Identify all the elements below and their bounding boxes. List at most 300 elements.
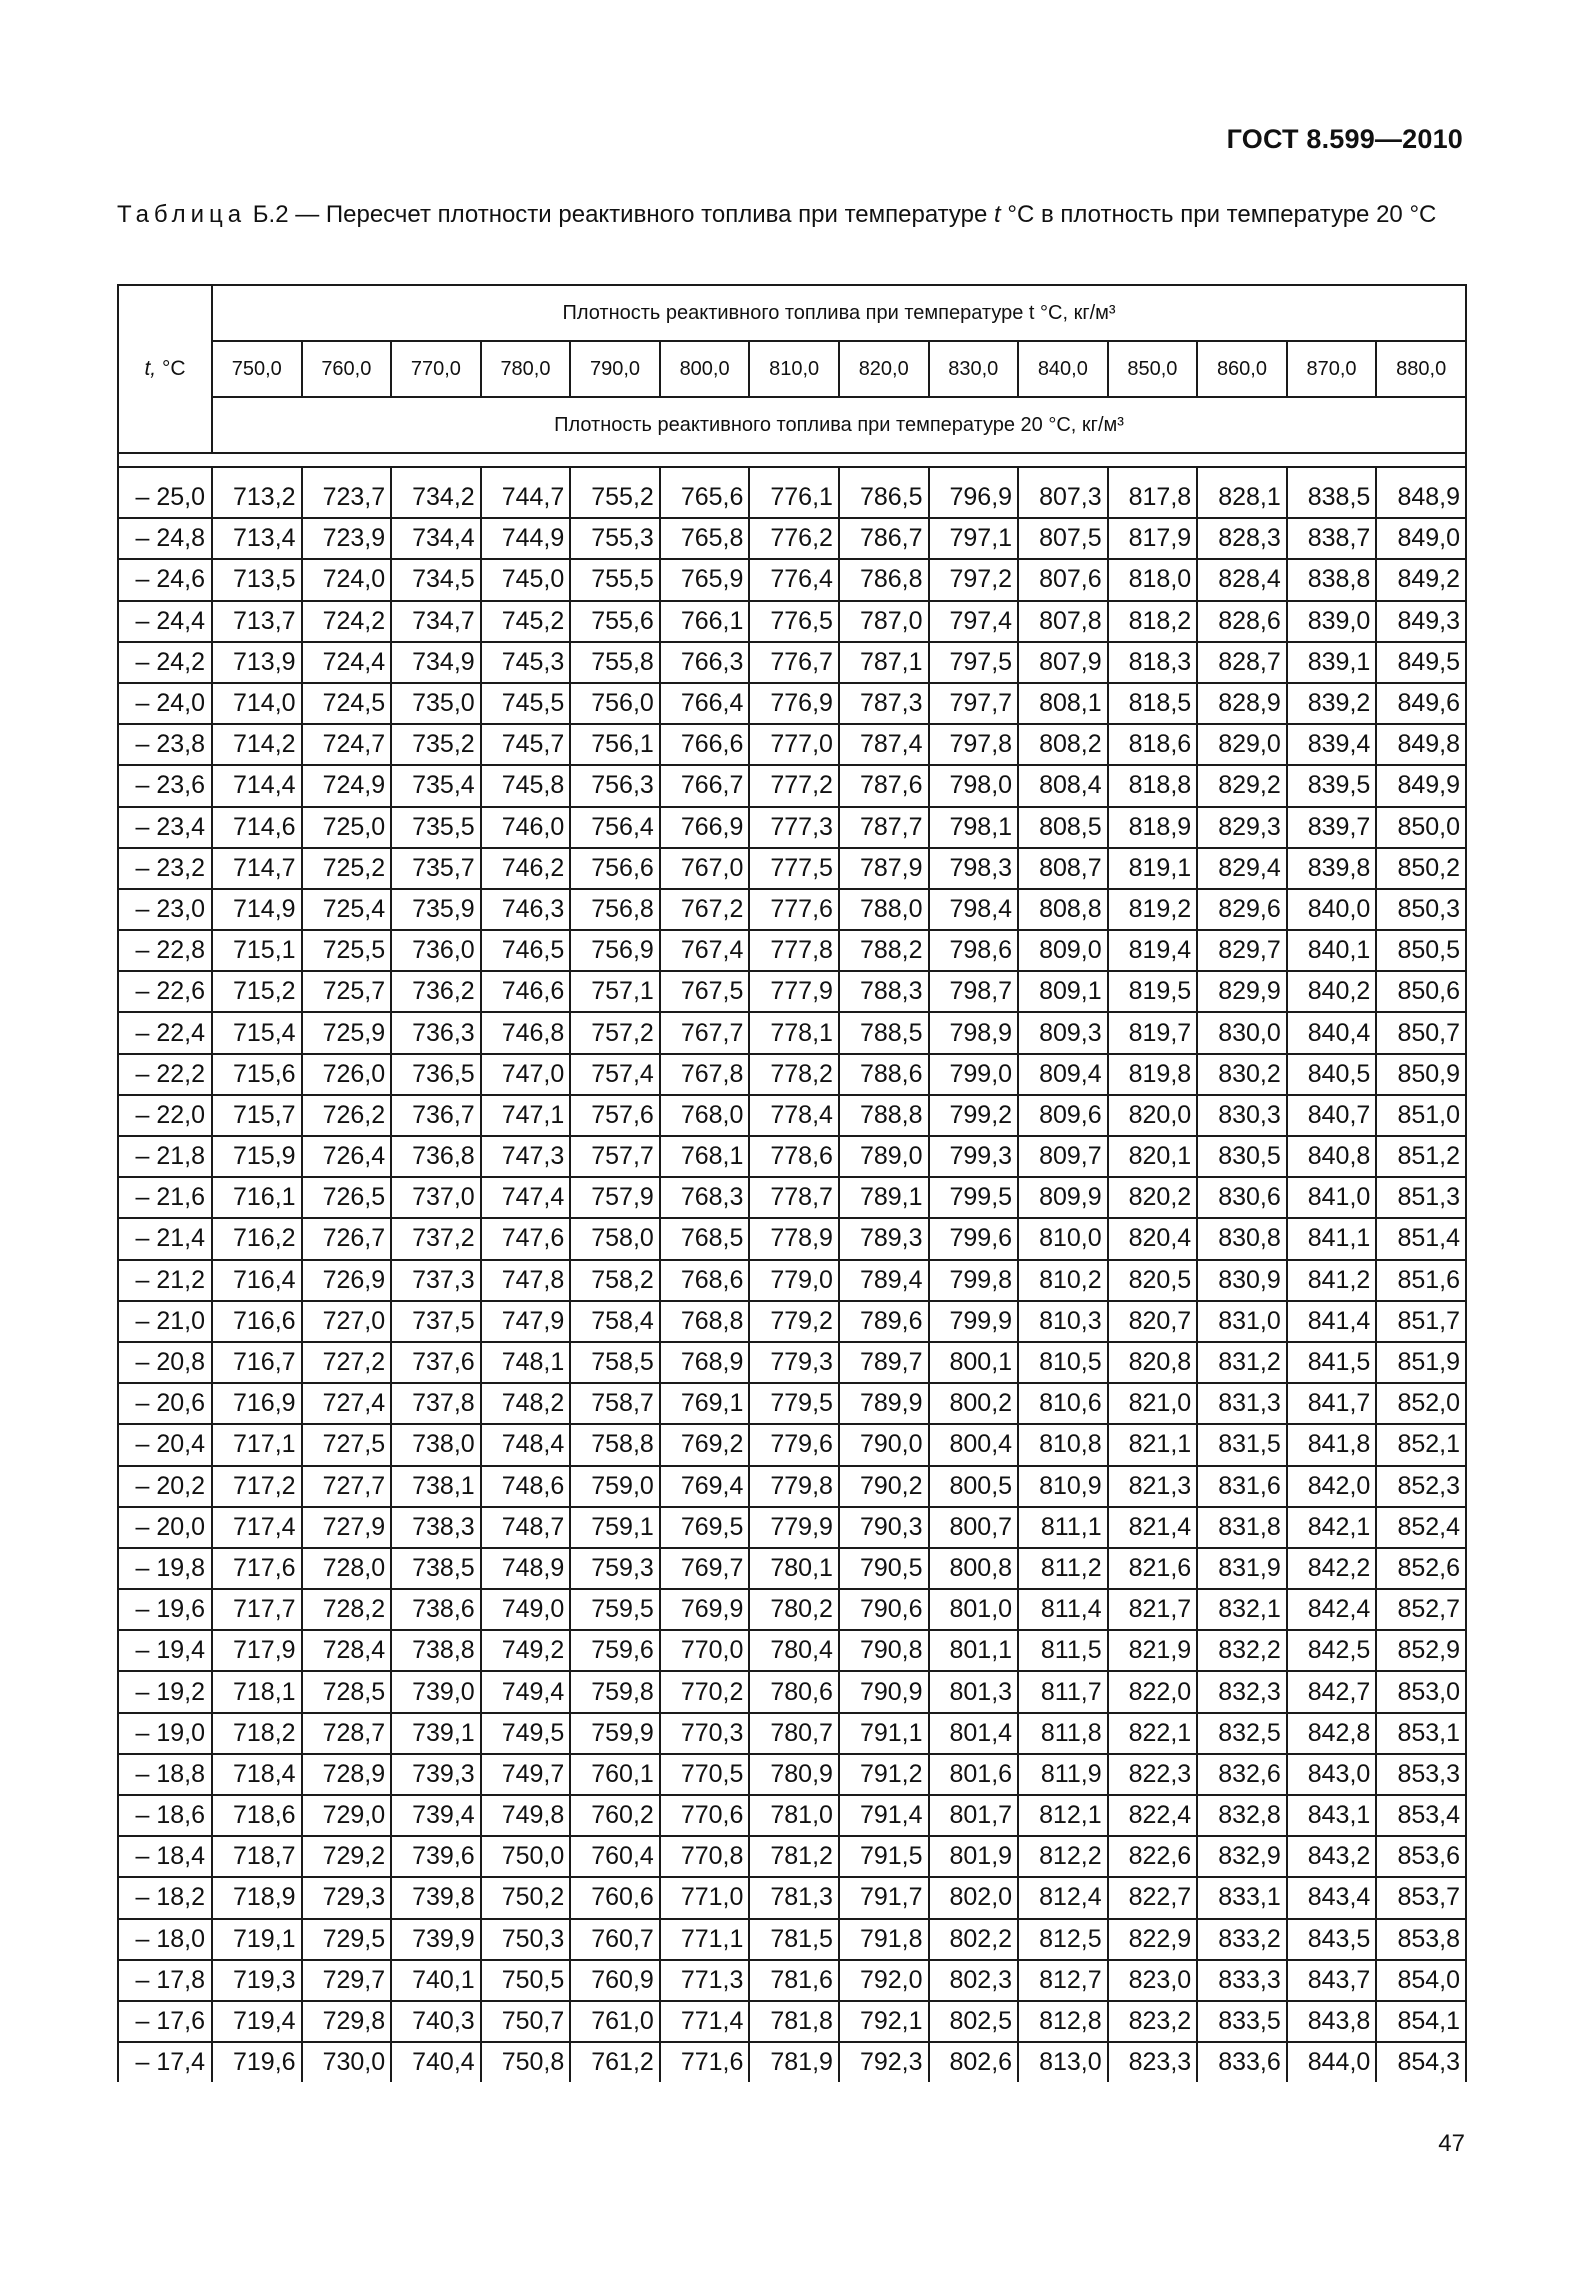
table-body [118, 467, 1466, 2082]
density-cell: 769,7 [660, 1548, 750, 1589]
density-cell: 781,9 [749, 2042, 839, 2082]
density-cell: 748,1 [481, 1342, 571, 1383]
density-cell: 777,2 [749, 765, 839, 806]
temperature-cell: – 19,0 [118, 1713, 212, 1754]
density-cell: 725,7 [302, 971, 392, 1012]
density-cell: 789,6 [839, 1301, 929, 1342]
density-cell: 839,2 [1287, 683, 1377, 724]
temperature-cell: – 23,0 [118, 889, 212, 930]
density-cell: 792,1 [839, 2001, 929, 2042]
density-column-header: 750,0 [212, 341, 302, 397]
density-cell: 817,9 [1108, 518, 1198, 559]
density-cell: 800,4 [929, 1424, 1019, 1465]
table-caption [117, 198, 1464, 232]
density-cell: 746,3 [481, 889, 571, 930]
density-cell: 749,7 [481, 1754, 571, 1795]
temperature-cell: – 17,4 [118, 2042, 212, 2082]
table-row [118, 1218, 1466, 1259]
density-cell: 843,4 [1287, 1877, 1377, 1918]
density-cell: 719,4 [212, 2001, 302, 2042]
density-cell: 713,2 [212, 467, 302, 518]
density-cell: 771,6 [660, 2042, 750, 2082]
density-cell: 792,3 [839, 2042, 929, 2082]
density-cell: 807,9 [1018, 642, 1108, 683]
density-cell: 829,9 [1197, 971, 1287, 1012]
temperature-column-header [118, 285, 212, 453]
density-cell: 821,3 [1108, 1466, 1198, 1507]
density-cell: 832,1 [1197, 1589, 1287, 1630]
temperature-cell: – 20,4 [118, 1424, 212, 1465]
density-cell: 747,6 [481, 1218, 571, 1259]
density-cell: 717,4 [212, 1507, 302, 1548]
density-cell: 735,9 [391, 889, 481, 930]
density-cell: 758,0 [570, 1218, 660, 1259]
table-row [118, 518, 1466, 559]
density-cell: 728,5 [302, 1671, 392, 1712]
density-cell: 809,6 [1018, 1095, 1108, 1136]
caption-number: Б.2 [252, 201, 289, 228]
density-cell: 829,2 [1197, 765, 1287, 806]
temperature-cell: – 17,6 [118, 2001, 212, 2042]
density-cell: 746,8 [481, 1012, 571, 1053]
density-cell: 718,2 [212, 1713, 302, 1754]
density-cell: 833,2 [1197, 1919, 1287, 1960]
table-row [118, 1383, 1466, 1424]
density-cell: 851,4 [1376, 1218, 1466, 1259]
density-cell: 801,1 [929, 1630, 1019, 1671]
caption-text-after: °C в плотность при температуре 20 °C [1000, 201, 1437, 228]
density-cell: 791,2 [839, 1754, 929, 1795]
table-row [118, 1177, 1466, 1218]
density-cell: 727,5 [302, 1424, 392, 1465]
density-cell: 850,9 [1376, 1054, 1466, 1095]
density-cell: 849,8 [1376, 724, 1466, 765]
temperature-cell: – 21,0 [118, 1301, 212, 1342]
table-row [118, 1301, 1466, 1342]
density-cell: 840,0 [1287, 889, 1377, 930]
density-cell: 822,3 [1108, 1754, 1198, 1795]
temperature-cell: – 23,2 [118, 848, 212, 889]
density-column-header: 790,0 [570, 341, 660, 397]
caption-t-symbol: t [994, 201, 1001, 228]
temperature-cell: – 18,8 [118, 1754, 212, 1795]
density-cell: 750,0 [481, 1836, 571, 1877]
density-cell: 716,9 [212, 1383, 302, 1424]
density-cell: 760,4 [570, 1836, 660, 1877]
density-cell: 852,9 [1376, 1630, 1466, 1671]
density-cell: 844,0 [1287, 2042, 1377, 2082]
density-cell: 766,3 [660, 642, 750, 683]
density-cell: 739,4 [391, 1795, 481, 1836]
density-cell: 851,6 [1376, 1260, 1466, 1301]
table-row [118, 971, 1466, 1012]
density-cell: 781,6 [749, 1960, 839, 2001]
table-row [118, 1012, 1466, 1053]
density-cell: 739,1 [391, 1713, 481, 1754]
table-row [118, 642, 1466, 683]
density-cell: 744,7 [481, 467, 571, 518]
density-cell: 766,9 [660, 807, 750, 848]
density-cell: 853,4 [1376, 1795, 1466, 1836]
density-cell: 729,2 [302, 1836, 392, 1877]
table-row [118, 1713, 1466, 1754]
density-cell: 849,9 [1376, 765, 1466, 806]
density-cell: 842,2 [1287, 1548, 1377, 1589]
density-cell: 830,6 [1197, 1177, 1287, 1218]
density-cell: 809,4 [1018, 1054, 1108, 1095]
density-cell: 820,7 [1108, 1301, 1198, 1342]
density-cell: 728,9 [302, 1754, 392, 1795]
density-cell: 746,0 [481, 807, 571, 848]
density-cell: 839,1 [1287, 642, 1377, 683]
density-cell: 829,6 [1197, 889, 1287, 930]
density-cell: 850,5 [1376, 930, 1466, 971]
density-cell: 802,2 [929, 1919, 1019, 1960]
density-cell: 812,1 [1018, 1795, 1108, 1836]
density-cell: 849,3 [1376, 601, 1466, 642]
density-cell: 798,1 [929, 807, 1019, 848]
density-cell: 777,5 [749, 848, 839, 889]
density-cell: 819,2 [1108, 889, 1198, 930]
density-cell: 808,7 [1018, 848, 1108, 889]
density-cell: 828,4 [1197, 559, 1287, 600]
density-cell: 842,7 [1287, 1671, 1377, 1712]
density-cell: 852,1 [1376, 1424, 1466, 1465]
density-cell: 796,9 [929, 467, 1019, 518]
density-cell: 840,8 [1287, 1136, 1377, 1177]
density-cell: 851,3 [1376, 1177, 1466, 1218]
density-cell: 799,5 [929, 1177, 1019, 1218]
density-cell: 840,2 [1287, 971, 1377, 1012]
density-cell: 737,0 [391, 1177, 481, 1218]
density-cell: 779,9 [749, 1507, 839, 1548]
density-cell: 822,6 [1108, 1836, 1198, 1877]
density-cell: 748,2 [481, 1383, 571, 1424]
table-row [118, 1466, 1466, 1507]
density-cell: 739,6 [391, 1836, 481, 1877]
density-cell: 831,9 [1197, 1548, 1287, 1589]
density-cell: 801,6 [929, 1754, 1019, 1795]
density-cell: 832,8 [1197, 1795, 1287, 1836]
density-cell: 832,6 [1197, 1754, 1287, 1795]
density-cell: 853,8 [1376, 1919, 1466, 1960]
density-cell: 810,3 [1018, 1301, 1108, 1342]
density-cell: 851,7 [1376, 1301, 1466, 1342]
density-cell: 790,6 [839, 1589, 929, 1630]
temperature-cell: – 22,4 [118, 1012, 212, 1053]
density-column-header: 860,0 [1197, 341, 1287, 397]
density-cell: 736,0 [391, 930, 481, 971]
density-cell: 713,4 [212, 518, 302, 559]
density-cell: 755,3 [570, 518, 660, 559]
density-cell: 746,2 [481, 848, 571, 889]
density-cell: 771,3 [660, 1960, 750, 2001]
temperature-cell: – 25,0 [118, 467, 212, 518]
density-cell: 787,3 [839, 683, 929, 724]
density-cell: 755,6 [570, 601, 660, 642]
density-cell: 850,3 [1376, 889, 1466, 930]
density-cell: 841,2 [1287, 1260, 1377, 1301]
density-cell: 850,7 [1376, 1012, 1466, 1053]
header-spacer [118, 453, 1466, 467]
density-cell: 747,1 [481, 1095, 571, 1136]
density-column-header: 780,0 [481, 341, 571, 397]
density-cell: 811,5 [1018, 1630, 1108, 1671]
density-cell: 726,0 [302, 1054, 392, 1095]
density-cell: 717,7 [212, 1589, 302, 1630]
density-cell: 735,4 [391, 765, 481, 806]
density-cell: 788,5 [839, 1012, 929, 1053]
density-cell: 841,7 [1287, 1383, 1377, 1424]
table-row [118, 683, 1466, 724]
density-cell: 779,5 [749, 1383, 839, 1424]
density-cell: 823,3 [1108, 2042, 1198, 2082]
density-cell: 738,1 [391, 1466, 481, 1507]
temperature-cell: – 21,6 [118, 1177, 212, 1218]
density-cell: 734,2 [391, 467, 481, 518]
density-cell: 714,2 [212, 724, 302, 765]
density-cell: 714,7 [212, 848, 302, 889]
density-cell: 760,2 [570, 1795, 660, 1836]
density-cell: 729,0 [302, 1795, 392, 1836]
density-cell: 819,1 [1108, 848, 1198, 889]
density-cell: 746,5 [481, 930, 571, 971]
density-cell: 820,4 [1108, 1218, 1198, 1259]
density-cell: 744,9 [481, 518, 571, 559]
density-cell: 809,1 [1018, 971, 1108, 1012]
density-cell: 818,8 [1108, 765, 1198, 806]
density-cell: 808,2 [1018, 724, 1108, 765]
density-cell: 833,5 [1197, 2001, 1287, 2042]
density-cell: 788,0 [839, 889, 929, 930]
temperature-cell: – 18,6 [118, 1795, 212, 1836]
density-column-header: 840,0 [1018, 341, 1108, 397]
table-row [118, 601, 1466, 642]
density-column-header: 800,0 [660, 341, 750, 397]
density-cell: 853,6 [1376, 1836, 1466, 1877]
table-row [118, 1836, 1466, 1877]
density-cell: 739,9 [391, 1919, 481, 1960]
density-cell: 727,7 [302, 1466, 392, 1507]
density-cell: 853,3 [1376, 1754, 1466, 1795]
density-cell: 853,7 [1376, 1877, 1466, 1918]
density-cell: 735,7 [391, 848, 481, 889]
density-cell: 749,2 [481, 1630, 571, 1671]
density-cell: 821,0 [1108, 1383, 1198, 1424]
density-cell: 821,9 [1108, 1630, 1198, 1671]
density-cell: 759,6 [570, 1630, 660, 1671]
density-cell: 724,7 [302, 724, 392, 765]
density-cell: 736,8 [391, 1136, 481, 1177]
density-cell: 800,8 [929, 1548, 1019, 1589]
density-cell: 833,6 [1197, 2042, 1287, 2082]
density-cell: 788,8 [839, 1095, 929, 1136]
density-cell: 830,3 [1197, 1095, 1287, 1136]
density-cell: 800,5 [929, 1466, 1019, 1507]
density-cell: 758,7 [570, 1383, 660, 1424]
density-cell: 810,5 [1018, 1342, 1108, 1383]
table-header [118, 285, 1466, 467]
density-column-header: 810,0 [749, 341, 839, 397]
density-cell: 842,4 [1287, 1589, 1377, 1630]
density-cell: 769,9 [660, 1589, 750, 1630]
density-cell: 776,5 [749, 601, 839, 642]
density-cell: 734,7 [391, 601, 481, 642]
density-cell: 749,4 [481, 1671, 571, 1712]
density-cell: 840,7 [1287, 1095, 1377, 1136]
density-cell: 736,2 [391, 971, 481, 1012]
density-cell: 807,3 [1018, 467, 1108, 518]
density-cell: 829,3 [1197, 807, 1287, 848]
table-row [118, 1960, 1466, 2001]
density-cell: 747,8 [481, 1260, 571, 1301]
density-cell: 797,7 [929, 683, 1019, 724]
density-cell: 780,2 [749, 1589, 839, 1630]
density-cell: 831,6 [1197, 1466, 1287, 1507]
density-cell: 819,5 [1108, 971, 1198, 1012]
density-cell: 767,4 [660, 930, 750, 971]
density-cell: 726,2 [302, 1095, 392, 1136]
density-cell: 779,0 [749, 1260, 839, 1301]
density-cell: 791,5 [839, 1836, 929, 1877]
density-conversion-table [117, 284, 1467, 2082]
density-cell: 811,4 [1018, 1589, 1108, 1630]
density-cell: 725,9 [302, 1012, 392, 1053]
density-cell: 729,5 [302, 1919, 392, 1960]
density-cell: 724,2 [302, 601, 392, 642]
density-cell: 769,4 [660, 1466, 750, 1507]
density-cell: 765,9 [660, 559, 750, 600]
density-cell: 718,7 [212, 1836, 302, 1877]
density-cell: 786,5 [839, 467, 929, 518]
density-cell: 728,4 [302, 1630, 392, 1671]
temperature-cell: – 23,8 [118, 724, 212, 765]
density-cell: 713,9 [212, 642, 302, 683]
density-cell: 790,0 [839, 1424, 929, 1465]
density-cell: 740,1 [391, 1960, 481, 2001]
density-cell: 839,8 [1287, 848, 1377, 889]
density-cell: 728,0 [302, 1548, 392, 1589]
density-cell: 797,2 [929, 559, 1019, 600]
density-cell: 818,2 [1108, 601, 1198, 642]
density-cell: 750,7 [481, 2001, 571, 2042]
density-cell: 811,2 [1018, 1548, 1108, 1589]
density-cell: 818,9 [1108, 807, 1198, 848]
density-cell: 801,4 [929, 1713, 1019, 1754]
table-row [118, 2001, 1466, 2042]
density-cell: 780,4 [749, 1630, 839, 1671]
density-cell: 765,6 [660, 467, 750, 518]
density-cell: 768,9 [660, 1342, 750, 1383]
density-cell: 789,4 [839, 1260, 929, 1301]
density-cell: 770,5 [660, 1754, 750, 1795]
density-cell: 718,9 [212, 1877, 302, 1918]
density-cell: 767,8 [660, 1054, 750, 1095]
density-cell: 839,7 [1287, 807, 1377, 848]
density-cell: 766,1 [660, 601, 750, 642]
standard-code: ГОСТ 8.599—2010 [1226, 124, 1463, 154]
density-cell: 759,1 [570, 1507, 660, 1548]
temperature-cell: – 22,2 [118, 1054, 212, 1095]
density-cell: 843,8 [1287, 2001, 1377, 2042]
density-cell: 799,0 [929, 1054, 1019, 1095]
density-cell: 802,3 [929, 1960, 1019, 2001]
density-cell: 777,6 [749, 889, 839, 930]
temperature-cell: – 24,0 [118, 683, 212, 724]
temperature-cell: – 21,4 [118, 1218, 212, 1259]
density-cell: 714,9 [212, 889, 302, 930]
temperature-cell: – 17,8 [118, 1960, 212, 2001]
density-cell: 780,7 [749, 1713, 839, 1754]
temperature-cell: – 22,0 [118, 1095, 212, 1136]
density-cell: 777,9 [749, 971, 839, 1012]
table-row [118, 2042, 1466, 2082]
density-cell: 817,8 [1108, 467, 1198, 518]
density-cell: 822,0 [1108, 1671, 1198, 1712]
density-cell: 748,7 [481, 1507, 571, 1548]
density-cell: 798,4 [929, 889, 1019, 930]
density-cell: 758,2 [570, 1260, 660, 1301]
density-cell: 725,4 [302, 889, 392, 930]
density-cell: 766,4 [660, 683, 750, 724]
density-cell: 748,6 [481, 1466, 571, 1507]
t-symbol: t, [144, 357, 157, 380]
density-cell: 831,2 [1197, 1342, 1287, 1383]
density-cell: 820,5 [1108, 1260, 1198, 1301]
group-header-density-at-20: Плотность реактивного топлива при температуре 20 °C, кг/м³ [212, 397, 1466, 453]
density-cell: 729,7 [302, 1960, 392, 2001]
density-cell: 818,5 [1108, 683, 1198, 724]
density-cell: 812,7 [1018, 1960, 1108, 2001]
density-cell: 854,0 [1376, 1960, 1466, 2001]
density-cell: 819,4 [1108, 930, 1198, 971]
density-cell: 829,7 [1197, 930, 1287, 971]
table-row [118, 1424, 1466, 1465]
density-cell: 778,1 [749, 1012, 839, 1053]
density-cell: 820,8 [1108, 1342, 1198, 1383]
density-cell: 779,2 [749, 1301, 839, 1342]
density-cell: 791,4 [839, 1795, 929, 1836]
density-cell: 789,7 [839, 1342, 929, 1383]
density-cell: 716,7 [212, 1342, 302, 1383]
density-cell: 840,1 [1287, 930, 1377, 971]
density-cell: 821,6 [1108, 1548, 1198, 1589]
density-cell: 822,4 [1108, 1795, 1198, 1836]
temperature-cell: – 20,0 [118, 1507, 212, 1548]
density-cell: 714,4 [212, 765, 302, 806]
density-cell: 748,4 [481, 1424, 571, 1465]
table-row [118, 1548, 1466, 1589]
density-cell: 748,9 [481, 1548, 571, 1589]
group-header-observed-density: Плотность реактивного топлива при температуре t °C, кг/м³ [212, 285, 1466, 341]
temperature-cell: – 23,4 [118, 807, 212, 848]
temperature-cell: – 22,8 [118, 930, 212, 971]
table-row [118, 559, 1466, 600]
density-cell: 724,4 [302, 642, 392, 683]
density-cell: 853,0 [1376, 1671, 1466, 1712]
density-cell: 757,7 [570, 1136, 660, 1177]
density-cell: 832,3 [1197, 1671, 1287, 1712]
density-cell: 841,4 [1287, 1301, 1377, 1342]
density-cell: 809,7 [1018, 1136, 1108, 1177]
density-cell: 852,7 [1376, 1589, 1466, 1630]
density-cell: 801,9 [929, 1836, 1019, 1877]
density-cell: 802,0 [929, 1877, 1019, 1918]
density-cell: 726,5 [302, 1177, 392, 1218]
density-cell: 853,1 [1376, 1713, 1466, 1754]
density-cell: 789,9 [839, 1383, 929, 1424]
density-cell: 738,5 [391, 1548, 481, 1589]
